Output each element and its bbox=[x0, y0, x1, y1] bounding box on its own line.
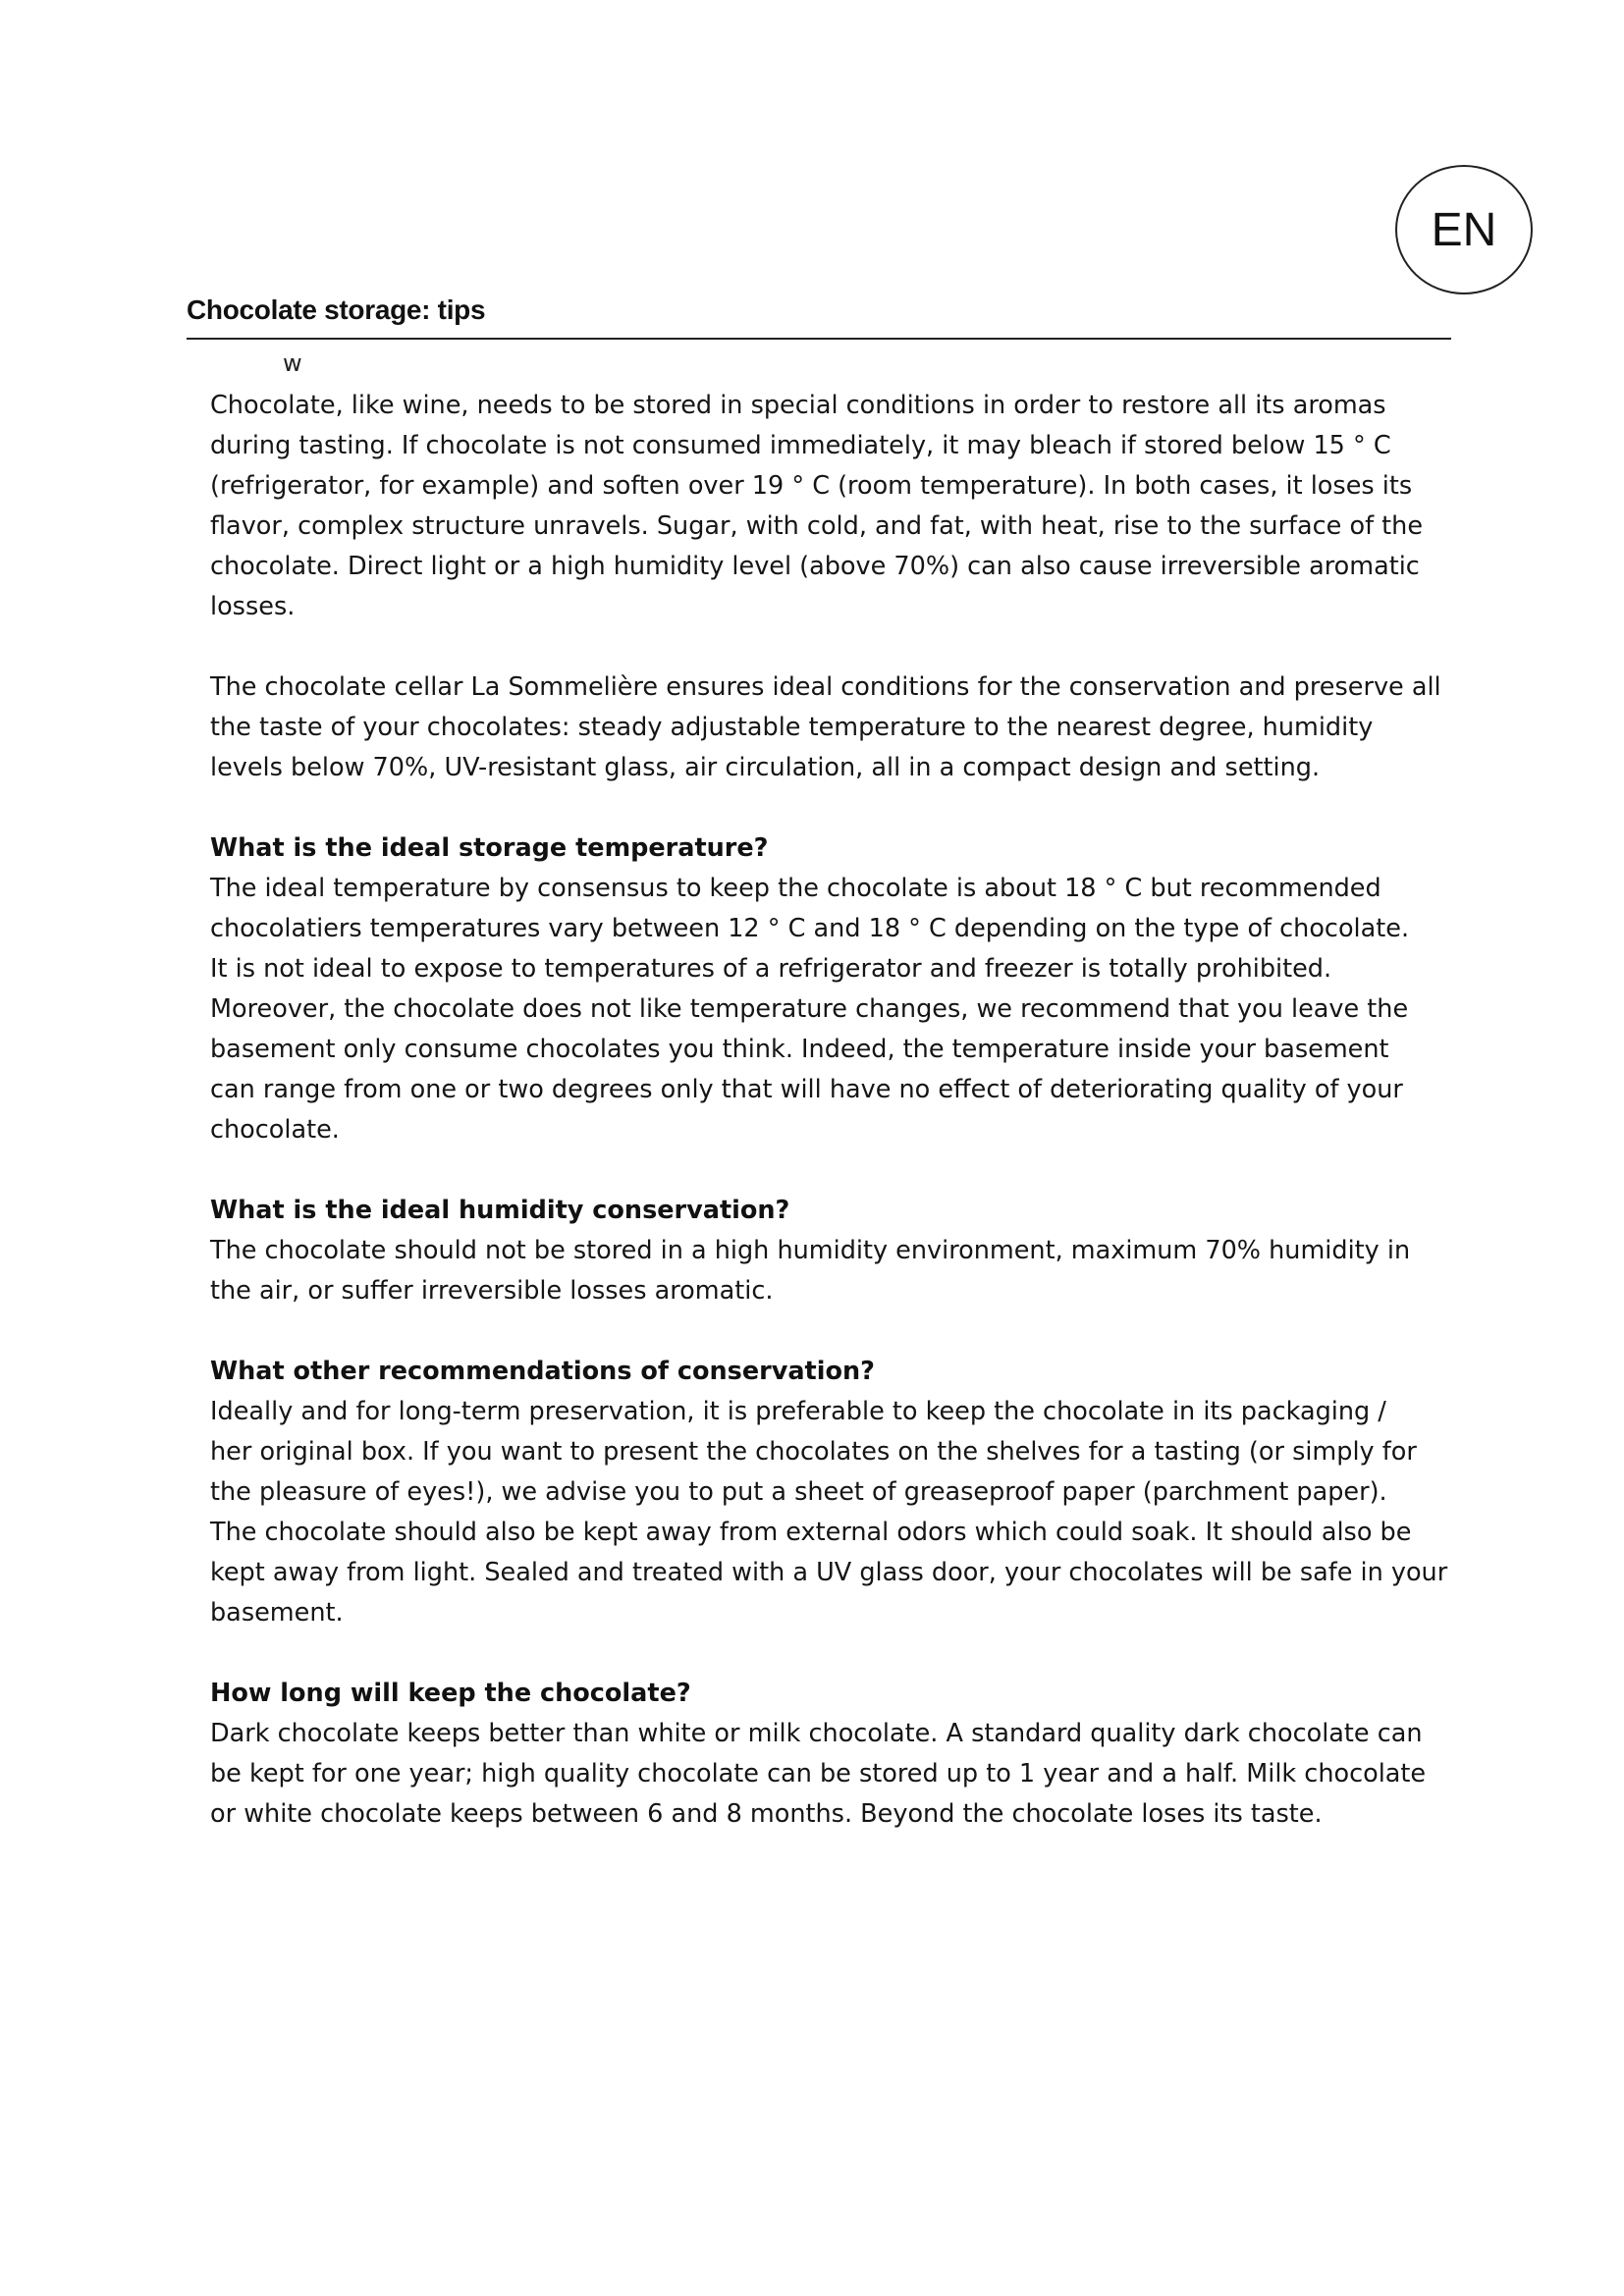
text-line: Ideally and for long-term preservation, it is preferable to keep the chocolate in its packaging / bbox=[210, 1397, 1386, 1426]
text-line: Chocolate, like wine, needs to be stored in special conditions in order to restore all its aromas bbox=[210, 391, 1386, 420]
text-line: The chocolate should not be stored in a high humidity environment, maximum 70% humidity in bbox=[210, 1236, 1411, 1265]
text-line: can range from one or two degrees only that will have no effect of deteriorating quality of your bbox=[210, 1075, 1403, 1104]
section-heading-temperature: What is the ideal storage temperature? bbox=[210, 833, 769, 863]
text-line: (refrigerator, for example) and soften over 19 ° C (room temperature). In both cases, it loses its bbox=[210, 471, 1413, 501]
text-line: the taste of your chocolates: steady adjustable temperature to the nearest degree, humidity bbox=[210, 713, 1374, 742]
language-badge: EN bbox=[1395, 165, 1533, 294]
section-body-shelf-life bbox=[210, 1714, 1506, 1835]
text-line: Dark chocolate keeps better than white or milk chocolate. A standard quality dark chocolate can bbox=[210, 1719, 1423, 1748]
cellar-paragraph bbox=[210, 667, 1506, 788]
text-line: chocolatiers temperatures vary between 12 ° C and 18 ° C depending on the type of chocolate. bbox=[210, 914, 1410, 943]
text-line: her original box. If you want to present the chocolates on the shelves for a tasting (or simply for bbox=[210, 1437, 1417, 1467]
section-body-recommendations bbox=[210, 1392, 1506, 1633]
section-body-temperature bbox=[210, 869, 1506, 1150]
text-line: levels below 70%, UV-resistant glass, air circulation, all in a compact design and setting. bbox=[210, 753, 1321, 782]
section-heading-shelf-life: How long will keep the chocolate? bbox=[210, 1679, 691, 1708]
text-line: the air, or suffer irreversible losses aromatic. bbox=[210, 1276, 774, 1306]
text-line: The chocolate should also be kept away from external odors which could soak. It should also be bbox=[210, 1518, 1412, 1547]
text-line: basement. bbox=[210, 1598, 344, 1628]
text-line: be kept for one year; high quality chocolate can be stored up to 1 year and a half. Milk chocolate bbox=[210, 1759, 1427, 1789]
intro-paragraph bbox=[210, 386, 1506, 627]
text-line: It is not ideal to expose to temperatures of a refrigerator and freezer is totally prohibited. bbox=[210, 954, 1332, 984]
document-body bbox=[210, 386, 1506, 1835]
text-line: Moreover, the chocolate does not like temperature changes, we recommend that you leave the bbox=[210, 994, 1409, 1024]
text-line: kept away from light. Sealed and treated with a UV glass door, your chocolates will be safe in your bbox=[210, 1558, 1448, 1587]
page-title: Chocolate storage: tips bbox=[187, 294, 486, 325]
text-line: basement only consume chocolates you think. Indeed, the temperature inside your basement bbox=[210, 1035, 1389, 1064]
section-heading-recommendations: What other recommendations of conservation? bbox=[210, 1357, 875, 1386]
text-line: The chocolate cellar La Sommelière ensures ideal conditions for the conservation and preserve all bbox=[210, 672, 1441, 702]
text-line: chocolate. bbox=[210, 1115, 340, 1145]
text-line: during tasting. If chocolate is not consumed immediately, it may bleach if stored below 15 ° C bbox=[210, 431, 1391, 460]
stray-character: w bbox=[283, 349, 302, 377]
text-line: flavor, complex structure unravels. Sugar, with cold, and fat, with heat, rise to the surface of the bbox=[210, 511, 1424, 541]
text-line: or white chocolate keeps between 6 and 8 months. Beyond the chocolate loses its taste. bbox=[210, 1799, 1323, 1829]
text-line: losses. bbox=[210, 592, 296, 621]
text-line: chocolate. Direct light or a high humidity level (above 70%) can also cause irreversible aromatic bbox=[210, 552, 1420, 581]
text-line: the pleasure of eyes!), we advise you to put a sheet of greaseproof paper (parchment paper). bbox=[210, 1477, 1387, 1507]
text-line: The ideal temperature by consensus to keep the chocolate is about 18 ° C but recommended bbox=[210, 874, 1381, 903]
section-body-humidity bbox=[210, 1231, 1506, 1311]
section-heading-humidity: What is the ideal humidity conservation? bbox=[210, 1196, 790, 1225]
title-divider bbox=[187, 338, 1451, 340]
